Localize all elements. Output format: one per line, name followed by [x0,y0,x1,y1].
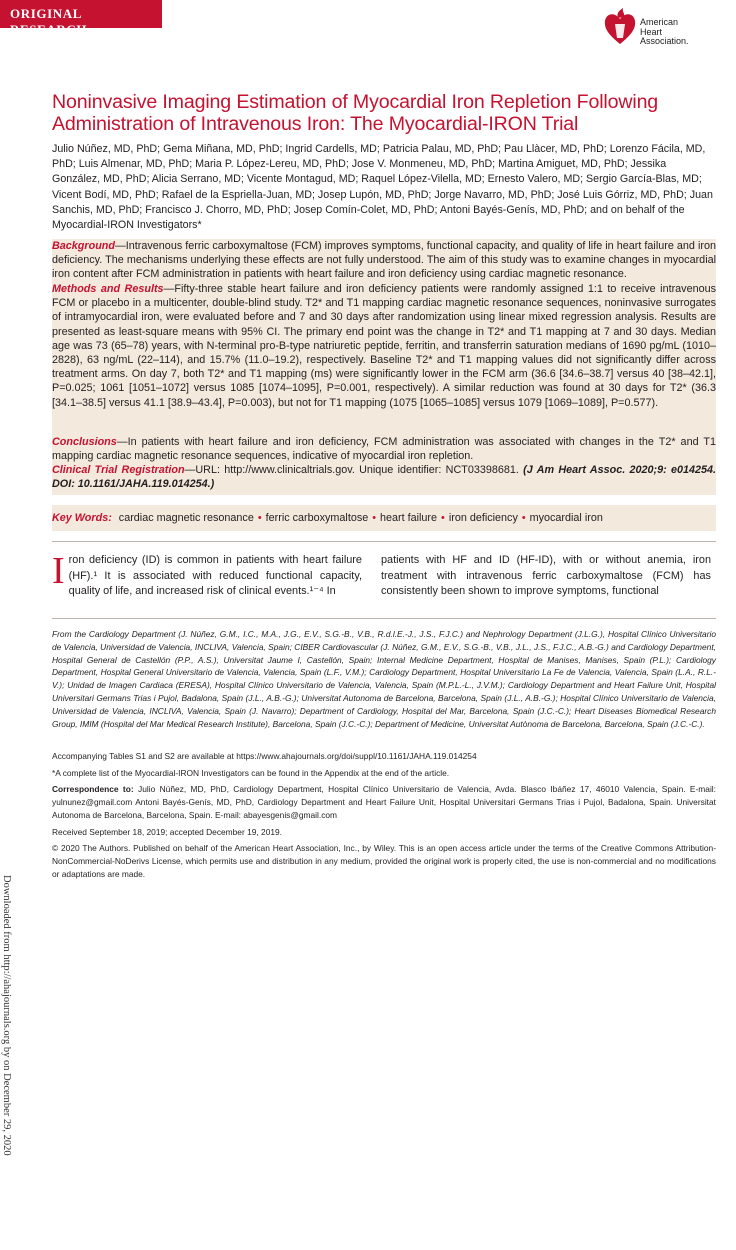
author-list: Julio Núñez, MD, PhD; Gema Miñana, MD, PhD; Ingrid Cardells, MD; Patricia Palau, MD, PhD; Pau Llàcer, MD, PhD; Lorenzo Fácila, MD, PhD; Luis Almenar, MD, PhD; Maria P. López-Lereu, MD, PhD; Jose V. Monmeneu, MD, PhD; Martina Amiguet, MD, PhD; Jessika González, MD, PhD; Alicia Serrano, MD; Vicente Montagud, MD; Raquel López-Vilella, MD; Ernesto Valero, MD; Sergio García-Blas, MD; Vicent Bodí, MD, PhD; Rafael de la Espriella-Juan, MD; Josep Lupón, MD, PhD; Jorge Navarro, MD, PhD; José Luis Górriz, MD, PhD; Juan Sanchis, MD, PhD; Francisco J. Chorro, MD, PhD; Josep Comín-Colet, MD, PhD; Antoni Bayés-Genís, MD, PhD; and on behalf of the Myocardial-IRON Investigators* [52,143,713,232]
affiliations: From the Cardiology Department (J. Núñez, G.M., I.C., M.A., J.G., E.V., S.G.-B., V.B., R.d.l.E.-J., J.S., F.J.C.) and Nephrology Department (J.L.G.), Hospital Clínico Universitario de Valencia, Universidad de Valencia, INCLIVA, Valencia, Spain; CIBER Cardiovascular (J. Núñez, G.M., E.V., S.G.-B., V.B., J.L., J.S., F.J.C., A.B.-G.) and Cardiology Department, Hospital General de Castellón (P.P., A.S.), Universitat Jaume I, Castellón, Spain; Internal Medicine Department, Hospital de Manises, Manises, Spain (P.L.); Cardiology Department, Hospital General Universitario de Valencia, Valencia, Spain (L.F., V.M.); Cardiology Department, Hospital Universitario La Fe de Valencia, Valencia, Spain (L.A., R.L.-V.); Unidad de Imagen Cardiaca (ERESA), Hospital Clínico Universitario de Valencia, Valencia, Spain (M.P.L.-L., J.V.M.); Cardiology Department and Heart Failure Unit, Hospital Universitari Germans Trias i Pujol, Badalona, Spain (J.L., A.B.-G.); Universitat Autonoma de Barcelona, Barcelona, Spain (J.L., A.B.-G.); Hospital Clínico Universitario de Valencia, Universidad de Valencia, INCLIVA, Valencia, Spain (J. Navarro); Department of Cardiology, Hospital del Mar, Barcelona, Spain (J.C.-C.); Heart Diseases Biomedical Research Group, IMIM (Hospital del Mar Medical Research Institute), Barcelona, Spain (J.C.-C.); Department of Medicine, Universitat Autònoma de Barcelona, Barcelona, Spain (J.C.-C.). [52,629,716,729]
keywords-box [52,505,716,531]
abstract-background [52,239,716,282]
keyword-separator: • [521,512,526,524]
keyword-separator: • [441,512,445,524]
supplement-note: Accompanying Tables S1 and S2 are available at https://www.ahajournals.org/doi/suppl/10.1161/JAHA.119.014254 [52,751,477,761]
section-label: Background [52,240,115,252]
received-dates: Received September 18, 2019; accepted December 19, 2019. [52,827,282,837]
correspondence [52,783,716,821]
abstract-methods [52,282,716,410]
license: © 2020 The Authors. Published on behalf of the American Heart Association, Inc., by Wiley. This is an open access article under the terms of the Creative Commons Attribution-NonCommercial-NoDerivs License, which permits use and distribution in any medium, provided the original work is properly cited, the use is non-commercial and no modifications or adaptations are made. [52,843,716,879]
correspondence-label: Correspondence to: [52,784,134,794]
keywords-label: Key Words: [52,512,112,524]
drop-cap: I [52,550,65,592]
article-type-label: ORIGINAL RESEARCH [10,6,88,37]
abstract-box [52,239,716,495]
keyword: heart failure [380,512,438,524]
keyword-separator: • [257,512,262,524]
heart-torch-icon [603,8,637,48]
correspondence-text: Julio Núñez, MD, PhD, Cardiology Department, Hospital Clínico Universitario de Valencia, Avda. Blasco Ibáñez 17, 46010 Valencia, Spain. E-mail: yulnunez@gmail.com Antoni Bayés-Genís, MD, PhD, Cardiology Department and Heart Failure Unit, Hospital Universitari Germans Trias i Pujol, Badalona, Spain. Universitat Autonoma de Barcelona, Barcelona, Spain. E-mail: abayesgenis@gmail.com [52,784,716,820]
logo-wordmark [640,18,689,47]
logo-line: Association. [640,36,689,46]
keyword: iron deficiency [448,512,518,524]
citation: (J Am Heart Assoc. 2020;9: e014254. DOI: 10.1161/JAHA.119.014254.) [52,464,716,491]
body-text: ron deficiency (ID) is common in patients with heart failure (HF).¹ It is associated with reduced functional capacity, quality of life, and increased risk of clinical events.¹⁻⁴ In [68,554,362,597]
body-column-left [52,550,362,600]
section-label: Conclusions [52,436,117,448]
download-note: Downloaded from http://ahajournals.org by on December 29, 2020 [1,875,12,1156]
section-text: —Intravenous ferric carboxymaltose (FCM) improves symptoms, functional capacity, and quality of life in heart failure and iron deficiency. The mechanisms underlying these effects are not fully understood. The aim of this study was to examine changes in myocardial iron content after FCM administration in patients with heart failure and iron deficiency using cardiac magnetic resonance. [52,240,716,281]
divider [52,618,716,619]
section-label: Methods and Results [52,283,164,295]
keyword: myocardial iron [529,512,603,524]
section-text: —In patients with heart failure and iron deficiency, FCM administration was associated with changes in the T2* and T1 mapping cardiac magnetic resonance sequences, indicative of myocardial iron repletion. [52,436,716,463]
article-type-banner [0,0,162,37]
section-text: —Fifty-three stable heart failure and iron deficiency patients were randomly assigned 1:1 to receive intravenous FCM or placebo in a multicenter, double-blind study. T2* and T1 mapping cardiac magnetic resonance sequences, noninvasive surrogates of intramyocardial iron, were evaluated before and 7 and 30 days after randomization using linear mixed regression analysis. Results are presented as least-square means with 95% CI. The primary end point was the change in T2* and T1 mapping at 7 and 30 days. Median age was 73 (65–78) years, with N-terminal pro-B-type natriuretic peptide, ferritin, and transferrin saturation medians of 1690 pg/mL (1010–2828), 63 ng/mL (22–114), and 15.7% (11.0–19.2), respectively. Baseline T2* and T1 mapping values did not significantly differ across treatment arms. On day 7, both T2* and T1 mapping (ms) were significantly lower in the FCM arm (36.6 [34.6–38.7] versus 40 [38–42.1], P=0.025; 1061 [1051–1072] versus 1085 [1074–1095], P=0.001, respectively). A similar reduction was found at 30 days for T2* (36.3 [34.1–38.5] versus 41.1 [38.9–43.4], P=0.003), but not for T1 mapping (1075 [1065–1085] versus 1079 [1069–1089], P=0.577). [52,283,716,409]
body-column-right: patients with HF and ID (HF-ID), with or without anemia, iron treatment with intravenous ferric carboxymaltose (FCM) has consistently been shown to improve symptoms, functional [381,554,711,597]
investigators-note: *A complete list of the Myocardial-IRON Investigators can be found in the Appendix at the end of the article. [52,768,450,778]
abstract-registration [52,463,716,491]
logo-line: American [640,17,679,27]
keyword: ferric carboxymaltose [265,512,369,524]
section-text: —URL: http://www.clinicaltrials.gov. Unique identifier: NCT03398681. [184,464,524,476]
keyword-separator: • [372,512,377,524]
keywords-row [52,512,603,524]
download-watermark [3,875,17,1250]
divider [52,541,716,542]
logo-line: Heart [640,26,663,37]
section-label: Clinical Trial Registration [52,464,185,476]
aha-logo [603,8,733,48]
keyword: cardiac magnetic resonance [118,512,254,524]
article-title: Noninvasive Imaging Estimation of Myocardial Iron Repletion Following Administration of Intravenous Iron: The Myocardial-IRON Trial [52,91,659,135]
abstract-conclusions [52,435,716,463]
